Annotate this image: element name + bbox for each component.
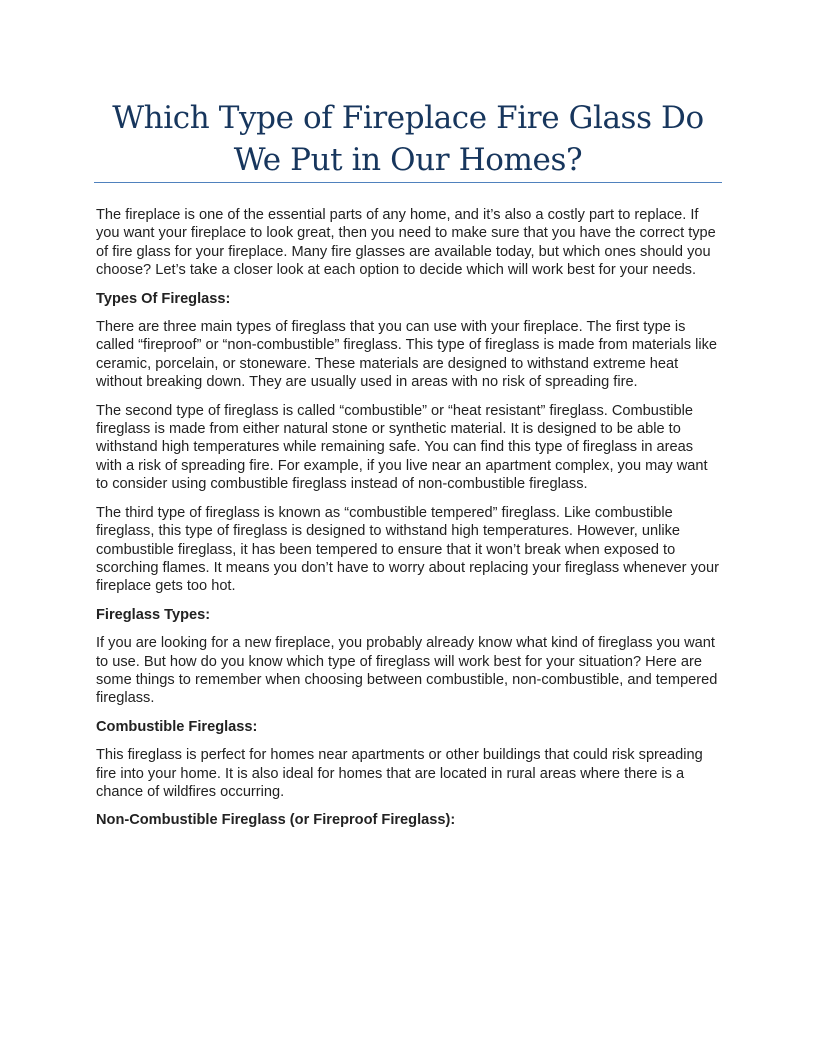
paragraph-second-type: The second type of fireglass is called “combustible” or “heat resistant” fireglass. Combustible fireglass is made from either natural stone or synthetic material. It is designed to be able to withstand high temperatures while remaining safe. You can find this type of fireglass in areas with a risk of spreading fire. For example, if you live near an apartment complex, you may want to consider using combustible fireglass instead of non-combustible fireglass. <box>96 402 708 493</box>
heading-fireglass-types: Fireglass Types: <box>96 606 211 623</box>
title-divider <box>94 182 722 183</box>
intro-paragraph: The fireplace is one of the essential parts of any home, and it’s also a costly part to replace. If you want your fireplace to look great, then you need to make sure that you have the correct type of fire glass for your fireplace. Many fire glasses are available today, but which ones should you choose? Let’s take a closer look at each option to decide which will work best for your needs. <box>96 207 716 279</box>
title-line-1: Which Type of Fireplace Fire Glass Do <box>112 100 704 136</box>
heading-types-of-fireglass: Types Of Fireglass: <box>96 290 231 307</box>
title-line-2: We Put in Our Homes? <box>233 142 583 178</box>
paragraph-combustible: This fireglass is perfect for homes near apartments or other buildings that could risk spreading fire into your home. It is also ideal for homes that are located in rural areas where there is a chance of wildfires occurring. <box>96 747 703 800</box>
paragraph-third-type: The third type of fireglass is known as “combustible tempered” fireglass. Like combustible fireglass, this type of fireglass is designed to withstand high temperatures. However, unlike combustible fireglass, it has been tempered to ensure that it won’t break when exposed to scorching flames. It means you don’t have to worry about replacing your fireglass whenever your fireplace gets too hot. <box>96 504 719 595</box>
document-title <box>94 97 722 181</box>
heading-combustible-fireglass: Combustible Fireglass: <box>96 718 258 735</box>
heading-non-combustible-fireglass: Non-Combustible Fireglass (or Fireproof Fireglass): <box>96 812 456 829</box>
paragraph-choosing: If you are looking for a new fireplace, you probably already know what kind of fireglass you want to use. But how do you know which type of fireglass will work best for your situation? Here are some things to remember when choosing between combustible, non-combustible, and tempered fireglass. <box>96 635 718 707</box>
document-body <box>96 206 722 840</box>
paragraph-first-type: There are three main types of fireglass that you can use with your fireplace. The first type is called “fireproof” or “non-combustible” fireglass. This type of fireglass is made from materials like ceramic, porcelain, or stoneware. These materials are designed to withstand extreme heat without breaking down. They are usually used in areas with no risk of spreading fire. <box>96 319 718 391</box>
